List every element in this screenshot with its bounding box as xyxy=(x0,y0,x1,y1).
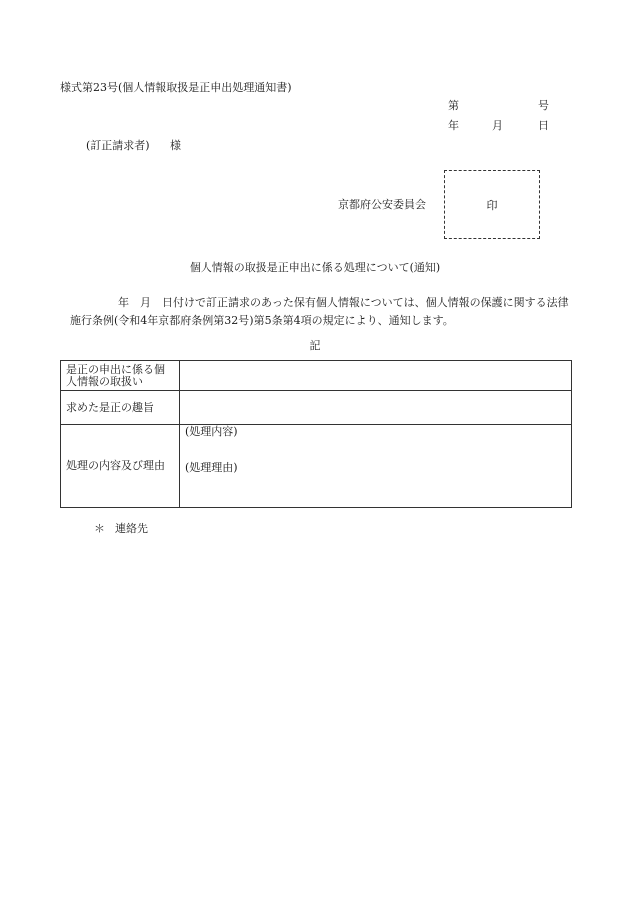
body-text-line: 施行条例(令和4年京都府条例第32号)第5条第4項の規定により、通知します。 xyxy=(70,314,454,327)
row-label: 是正の申出に係る個人情報の取扱い xyxy=(61,361,180,391)
document-title: 個人情報の取扱是正申出に係る処理について(通知) xyxy=(189,261,441,274)
date-day-label: 日 xyxy=(538,119,549,132)
document-number-prefix: 第 xyxy=(448,99,459,112)
body-text-line: 年 月 日付けで訂正請求のあった保有個人情報については、個人情報の保護に関する法律 xyxy=(118,296,569,309)
row-label: 処理の内容及び理由 xyxy=(61,425,180,508)
processing-content-label: (処理内容) xyxy=(185,425,238,438)
requester-honorific: 様 xyxy=(170,139,181,152)
processing-reason-label: (処理理由) xyxy=(185,461,238,474)
date-year-label: 年 xyxy=(448,119,459,132)
table-row xyxy=(61,391,572,425)
document-number-suffix: 号 xyxy=(538,99,549,112)
contact-label: 連絡先 xyxy=(115,522,148,535)
table-row xyxy=(61,361,572,391)
issuer-name: 京都府公安委員会 xyxy=(338,198,426,211)
seal-box xyxy=(444,170,540,239)
row-value xyxy=(180,391,572,425)
record-heading: 記 xyxy=(309,339,321,352)
seal-label: 印 xyxy=(486,198,498,212)
asterisk-icon: ＊ xyxy=(94,522,105,535)
requester-label: (訂正請求者) xyxy=(86,139,150,152)
notification-table xyxy=(60,360,572,508)
row-value xyxy=(180,425,572,508)
form-number-heading: 様式第23号(個人情報取扱是正申出処理通知書) xyxy=(60,81,292,94)
table-row xyxy=(61,425,572,508)
row-value xyxy=(180,361,572,391)
date-month-label: 月 xyxy=(492,119,503,132)
row-label: 求めた是正の趣旨 xyxy=(61,391,180,425)
